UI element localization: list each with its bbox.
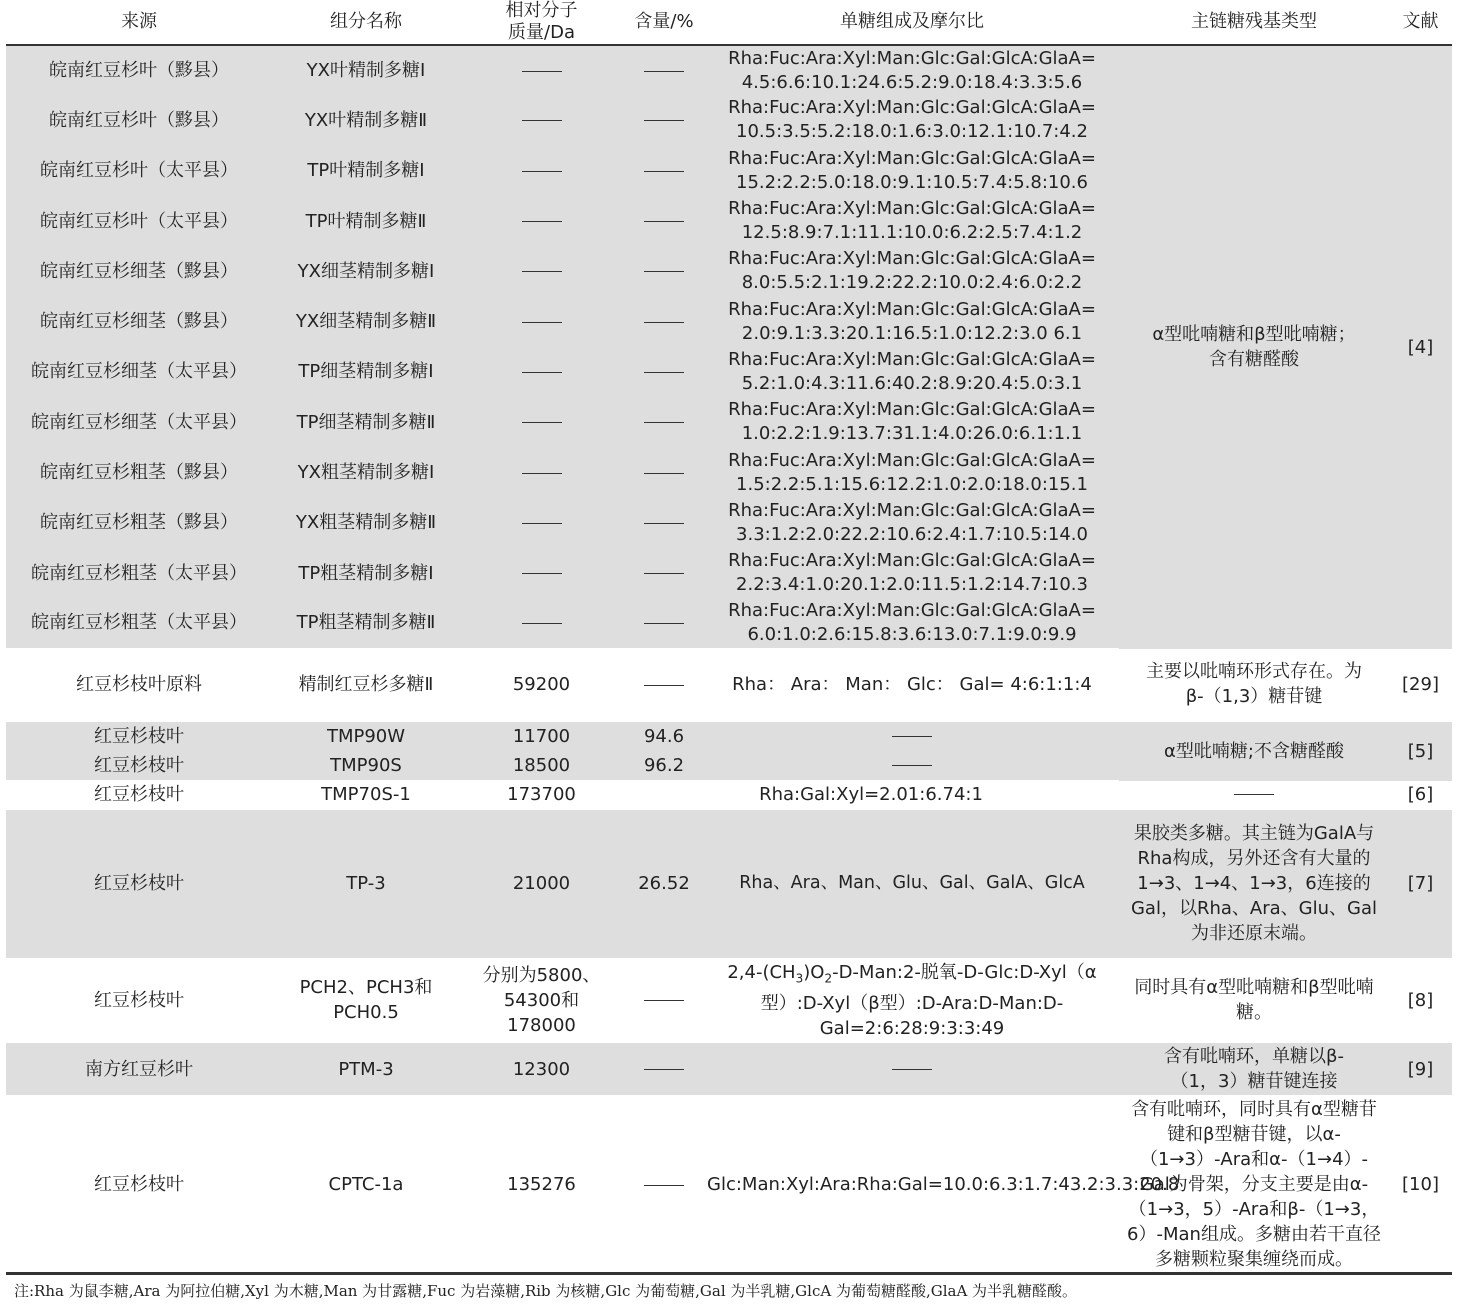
ref-cell: [10] bbox=[1389, 1096, 1452, 1274]
content-cell bbox=[623, 95, 705, 145]
header-row bbox=[6, 0, 1452, 45]
dash-mark bbox=[522, 71, 562, 72]
col-header-backbone: 主链糖残基类型 bbox=[1119, 0, 1389, 45]
content-cell bbox=[623, 598, 705, 648]
mw-cell: 分别为5800、54300和178000 bbox=[460, 959, 623, 1043]
composition-cell bbox=[705, 751, 1119, 781]
composition-line: Rha:Fuc:Ara:Xyl:Man:Glc:Gal:GlcA:GlaA= bbox=[728, 147, 1096, 169]
dash-mark bbox=[522, 171, 562, 172]
col-header-mw: 相对分子质量/Da bbox=[460, 0, 623, 45]
composition-line: Rha:Fuc:Ara:Xyl:Man:Glc:Gal:GlcA:GlaA= bbox=[728, 449, 1096, 471]
composition-cell bbox=[705, 347, 1119, 397]
table-row bbox=[6, 721, 1452, 751]
composition-line: Rha:Fuc:Ara:Xyl:Man:Glc:Gal:GlcA:GlaA= bbox=[728, 198, 1096, 220]
content-cell: 26.52 bbox=[623, 809, 705, 959]
name-cell: YX细茎精制多糖Ⅰ bbox=[272, 246, 460, 296]
composition-line: 10.5:3.5:5.2:18.0:1.6:3.0:12.1:10.7:4.2 bbox=[736, 121, 1088, 143]
subscript: 3 bbox=[795, 971, 804, 986]
content-cell bbox=[623, 296, 705, 346]
dash-mark bbox=[522, 372, 562, 373]
source-cell: 皖南红豆杉细茎（太平县） bbox=[6, 347, 272, 397]
dash-mark bbox=[522, 120, 562, 121]
col-header-name: 组分名称 bbox=[272, 0, 460, 45]
ref-cell: [5] bbox=[1389, 721, 1452, 781]
table-row bbox=[6, 1042, 1452, 1096]
composition-cell bbox=[705, 959, 1119, 1043]
mw-cell bbox=[460, 246, 623, 296]
composition-line: Rha:Fuc:Ara:Xyl:Man:Glc:Gal:GlcA:GlaA= bbox=[728, 499, 1096, 521]
ref-cell: [4] bbox=[1389, 45, 1452, 649]
dash-mark bbox=[644, 1000, 684, 1001]
col-header-content: 含量/% bbox=[623, 0, 705, 45]
content-cell bbox=[623, 246, 705, 296]
backbone-cell: 果胶类多糖。其主链为GalA与Rha构成，另外还含有大量的1→3、1→4、1→3，6连接的Gal，以Rha、Ara、Glu、Gal为非还原末端。 bbox=[1119, 809, 1389, 959]
mw-cell: 18500 bbox=[460, 751, 623, 781]
mw-cell bbox=[460, 196, 623, 246]
backbone-cell: 主要以吡喃环形式存在。为β-（1,3）糖苷键 bbox=[1119, 649, 1389, 721]
name-cell: TP叶精制多糖Ⅱ bbox=[272, 196, 460, 246]
source-cell: 红豆杉枝叶 bbox=[6, 1096, 272, 1274]
ref-cell: [8] bbox=[1389, 959, 1452, 1043]
composition-line: Rha:Fuc:Ara:Xyl:Man:Glc:Gal:GlcA:GlaA= bbox=[728, 298, 1096, 320]
composition-cell bbox=[705, 721, 1119, 751]
polysaccharide-table bbox=[6, 0, 1452, 1275]
content-cell bbox=[623, 447, 705, 497]
mw-cell bbox=[460, 548, 623, 598]
mw-cell bbox=[460, 45, 623, 95]
content-cell bbox=[623, 146, 705, 196]
source-cell: 皖南红豆杉粗茎（太平县） bbox=[6, 598, 272, 648]
dash-mark bbox=[892, 736, 932, 737]
mw-cell: 173700 bbox=[460, 781, 623, 809]
mw-cell: 11700 bbox=[460, 721, 623, 751]
composition-cell bbox=[705, 196, 1119, 246]
mw-cell bbox=[460, 296, 623, 346]
content-cell bbox=[623, 498, 705, 548]
table-row bbox=[6, 781, 1452, 809]
col-header-ref: 文献 bbox=[1389, 0, 1452, 45]
backbone-cell bbox=[1119, 781, 1389, 809]
mw-cell bbox=[460, 498, 623, 548]
dash-mark bbox=[644, 1185, 684, 1186]
composition-text: )O bbox=[803, 961, 825, 983]
composition-line: Rha:Fuc:Ara:Xyl:Man:Glc:Gal:GlcA:GlaA= bbox=[728, 47, 1096, 69]
composition-line: 15.2:2.2:5.0:18.0:9.1:10.5:7.4:5.8:10.6 bbox=[736, 171, 1088, 193]
composition-line: 6.0:1.0:2.6:15.8:3.6:13.0:7.1:9.0:9.9 bbox=[747, 623, 1077, 645]
composition-line: 4.5:6.6:10.1:24.6:5.2:9.0:18.4:3.3:5.6 bbox=[741, 71, 1083, 93]
dash-mark bbox=[522, 573, 562, 574]
dash-mark bbox=[522, 271, 562, 272]
dash-mark bbox=[644, 573, 684, 574]
composition-cell: Rha、Ara、Man、Glu、Gal、GalA、GlcA bbox=[705, 809, 1119, 959]
subscript: 2 bbox=[824, 971, 833, 986]
dash-mark bbox=[644, 120, 684, 121]
source-cell: 南方红豆杉叶 bbox=[6, 1042, 272, 1096]
composition-cell bbox=[705, 146, 1119, 196]
source-cell: 皖南红豆杉粗茎（黟县） bbox=[6, 498, 272, 548]
backbone-cell: α型吡喃糖;不含糖醛酸 bbox=[1119, 721, 1389, 781]
mw-cell: 12300 bbox=[460, 1042, 623, 1096]
mw-cell: 21000 bbox=[460, 809, 623, 959]
ref-cell: [9] bbox=[1389, 1042, 1452, 1096]
source-cell: 红豆杉枝叶 bbox=[6, 959, 272, 1043]
name-cell: TMP90S bbox=[272, 751, 460, 781]
ref-cell: [6] bbox=[1389, 781, 1452, 809]
composition-line: 2.2:3.4:1.0:20.1:2.0:11.5:1.2:14.7:10.3 bbox=[736, 574, 1088, 596]
composition-cell bbox=[705, 246, 1119, 296]
composition-text: 2,4-(CH bbox=[727, 961, 796, 983]
composition-cell bbox=[705, 45, 1119, 95]
name-cell: TP细茎精制多糖Ⅰ bbox=[272, 347, 460, 397]
dash-mark bbox=[644, 523, 684, 524]
composition-cell bbox=[705, 598, 1119, 648]
table-row bbox=[6, 959, 1452, 1043]
dash-mark bbox=[644, 322, 684, 323]
mw-cell bbox=[460, 598, 623, 648]
name-cell: YX粗茎精制多糖Ⅱ bbox=[272, 498, 460, 548]
source-cell: 红豆杉枝叶 bbox=[6, 809, 272, 959]
source-cell: 皖南红豆杉粗茎（太平县） bbox=[6, 548, 272, 598]
dash-mark bbox=[644, 685, 684, 686]
name-cell: YX细茎精制多糖Ⅱ bbox=[272, 296, 460, 346]
table-row bbox=[6, 809, 1452, 959]
name-cell: CPTC-1a bbox=[272, 1096, 460, 1274]
dash-mark bbox=[644, 1069, 684, 1070]
composition-line: 12.5:8.9:7.1:11.1:10.0:6.2:2.5:7.4:1.2 bbox=[741, 222, 1083, 244]
source-cell: 红豆杉枝叶原料 bbox=[6, 649, 272, 721]
name-cell: TP细茎精制多糖Ⅱ bbox=[272, 397, 460, 447]
composition-text: -D-Man:2-脱氧-D-Glc:D-Xyl（α型）:D-Xyl（β型）:D-Ara:D-Man:D-Gal=2:6:28:9:3:3:49 bbox=[760, 961, 1097, 1040]
backbone-cell: 同时具有α型吡喃糖和β型吡喃糖。 bbox=[1119, 959, 1389, 1043]
dash-mark bbox=[644, 171, 684, 172]
source-cell: 红豆杉枝叶 bbox=[6, 781, 272, 809]
content-cell bbox=[623, 548, 705, 598]
composition-cell bbox=[705, 498, 1119, 548]
content-cell bbox=[623, 397, 705, 447]
composition-line: 8.0:5.5:2.1:19.2:22.2:10.0:2.4:6.0:2.2 bbox=[741, 272, 1083, 294]
content-cell bbox=[623, 347, 705, 397]
dash-mark bbox=[644, 71, 684, 72]
composition-cell bbox=[705, 95, 1119, 145]
mw-cell bbox=[460, 146, 623, 196]
composition-line: Rha:Fuc:Ara:Xyl:Man:Glc:Gal:GlcA:GlaA= bbox=[728, 550, 1096, 572]
content-cell: 94.6 bbox=[623, 721, 705, 751]
ref-cell: [7] bbox=[1389, 809, 1452, 959]
composition-line: Rha:Fuc:Ara:Xyl:Man:Glc:Gal:GlcA:GlaA= bbox=[728, 348, 1096, 370]
dash-mark bbox=[644, 473, 684, 474]
composition-cell bbox=[705, 296, 1119, 346]
composition-line: Rha:Fuc:Ara:Xyl:Man:Glc:Gal:GlcA:GlaA= bbox=[728, 399, 1096, 421]
content-cell bbox=[623, 1042, 705, 1096]
composition-line: 2.0:9.1:3.3:20.1:16.5:1.0:12.2:3.0 6.1 bbox=[741, 322, 1083, 344]
mw-cell bbox=[460, 447, 623, 497]
content-cell bbox=[623, 959, 705, 1043]
backbone-cell: α型吡喃糖和β型吡喃糖；含有糖醛酸 bbox=[1119, 45, 1389, 649]
dash-mark bbox=[522, 221, 562, 222]
dash-mark bbox=[644, 271, 684, 272]
mw-cell bbox=[460, 95, 623, 145]
composition-cell: Rha： Ara： Man： Glc： Gal= 4:6:1:1:4 bbox=[705, 649, 1119, 721]
table-row bbox=[6, 649, 1452, 721]
table-row bbox=[6, 45, 1452, 95]
content-cell bbox=[623, 649, 705, 721]
table-row bbox=[6, 1096, 1452, 1274]
composition-cell: Rha:Gal:Xyl=2.01:6.74:1 bbox=[623, 781, 1119, 809]
source-cell: 皖南红豆杉细茎（黟县） bbox=[6, 246, 272, 296]
dash-mark bbox=[892, 765, 932, 766]
source-cell: 红豆杉枝叶 bbox=[6, 721, 272, 751]
content-cell: 96.2 bbox=[623, 751, 705, 781]
name-cell: PTM-3 bbox=[272, 1042, 460, 1096]
table-footnote: 注:Rha 为鼠李糖,Ara 为阿拉伯糖,Xyl 为木糖,Man 为甘露糖,Fuc 为岩藻糖,Rib 为核糖,Glc 为葡萄糖,Gal 为半乳糖,GlcA 为葡萄糖醛酸,GlaA 为半乳糖醛酸。 bbox=[14, 1282, 1078, 1300]
composition-line: 1.5:2.2:5.1:15.6:12.2:1.0:2.0:18.0:15.1 bbox=[736, 473, 1088, 495]
composition-line: Rha:Fuc:Ara:Xyl:Man:Glc:Gal:GlcA:GlaA= bbox=[728, 97, 1096, 119]
dash-mark bbox=[892, 1069, 932, 1070]
ref-cell: [29] bbox=[1389, 649, 1452, 721]
name-cell: TP-3 bbox=[272, 809, 460, 959]
mw-cell bbox=[460, 397, 623, 447]
source-cell: 皖南红豆杉叶（黟县） bbox=[6, 45, 272, 95]
name-cell: YX粗茎精制多糖Ⅰ bbox=[272, 447, 460, 497]
content-cell bbox=[623, 1096, 705, 1274]
composition-cell bbox=[705, 548, 1119, 598]
composition-line: 3.3:1.2:2.0:22.2:10.6:2.4:1.7:10.5:14.0 bbox=[736, 523, 1088, 545]
mw-cell: 59200 bbox=[460, 649, 623, 721]
backbone-cell: 含有吡喃环，同时具有α型糖苷键和β型糖苷键，以α-（1→3）-Ara和α-（1→4）-Gal为骨架，分支主要是由α-（1→3，5）-Ara和β-（1→3，6）-Man组成。多糖由若干直径多糖颗粒聚集缠绕而成。 bbox=[1119, 1096, 1389, 1274]
mw-cell: 135276 bbox=[460, 1096, 623, 1274]
source-cell: 皖南红豆杉细茎（黟县） bbox=[6, 296, 272, 346]
col-header-source: 来源 bbox=[6, 0, 272, 45]
dash-mark bbox=[644, 372, 684, 373]
composition-line: 1.0:2.2:1.9:13.7:31.1:4.0:26.0:6.1:1.1 bbox=[741, 423, 1083, 445]
source-cell: 红豆杉枝叶 bbox=[6, 751, 272, 781]
name-cell: YX叶精制多糖Ⅰ bbox=[272, 45, 460, 95]
source-cell: 皖南红豆杉细茎（太平县） bbox=[6, 397, 272, 447]
source-cell: 皖南红豆杉叶（太平县） bbox=[6, 146, 272, 196]
name-cell: YX叶精制多糖Ⅱ bbox=[272, 95, 460, 145]
dash-mark bbox=[1234, 794, 1274, 795]
name-cell: TMP90W bbox=[272, 721, 460, 751]
composition-line: Rha:Fuc:Ara:Xyl:Man:Glc:Gal:GlcA:GlaA= bbox=[728, 248, 1096, 270]
name-cell: PCH2、PCH3和PCH0.5 bbox=[272, 959, 460, 1043]
dash-mark bbox=[522, 473, 562, 474]
source-cell: 皖南红豆杉叶（太平县） bbox=[6, 196, 272, 246]
composition-line: Rha:Fuc:Ara:Xyl:Man:Glc:Gal:GlcA:GlaA= bbox=[728, 599, 1096, 621]
dash-mark bbox=[644, 623, 684, 624]
composition-cell bbox=[705, 1042, 1119, 1096]
name-cell: TP粗茎精制多糖Ⅱ bbox=[272, 598, 460, 648]
dash-mark bbox=[522, 623, 562, 624]
dash-mark bbox=[522, 322, 562, 323]
name-cell: TP叶精制多糖Ⅰ bbox=[272, 146, 460, 196]
name-cell: TMP70S-1 bbox=[272, 781, 460, 809]
source-cell: 皖南红豆杉粗茎（黟县） bbox=[6, 447, 272, 497]
source-cell: 皖南红豆杉叶（黟县） bbox=[6, 95, 272, 145]
composition-cell: Glc:Man:Xyl:Ara:Rha:Gal=10.0:6.3:1.7:43.2:3.3:20.8 bbox=[705, 1096, 1119, 1274]
dash-mark bbox=[644, 221, 684, 222]
content-cell bbox=[623, 196, 705, 246]
name-cell: TP粗茎精制多糖Ⅰ bbox=[272, 548, 460, 598]
mw-cell bbox=[460, 347, 623, 397]
dash-mark bbox=[522, 523, 562, 524]
name-cell: 精制红豆杉多糖Ⅱ bbox=[272, 649, 460, 721]
backbone-cell: 含有吡喃环，单糖以β-（1，3）糖苷键连接 bbox=[1119, 1042, 1389, 1096]
dash-mark bbox=[644, 422, 684, 423]
dash-mark bbox=[522, 422, 562, 423]
content-cell bbox=[623, 45, 705, 95]
composition-cell bbox=[705, 447, 1119, 497]
composition-line: 5.2:1.0:4.3:11.6:40.2:8.9:20.4:5.0:3.1 bbox=[741, 372, 1083, 394]
composition-cell bbox=[705, 397, 1119, 447]
col-header-composition: 单糖组成及摩尔比 bbox=[705, 0, 1119, 45]
